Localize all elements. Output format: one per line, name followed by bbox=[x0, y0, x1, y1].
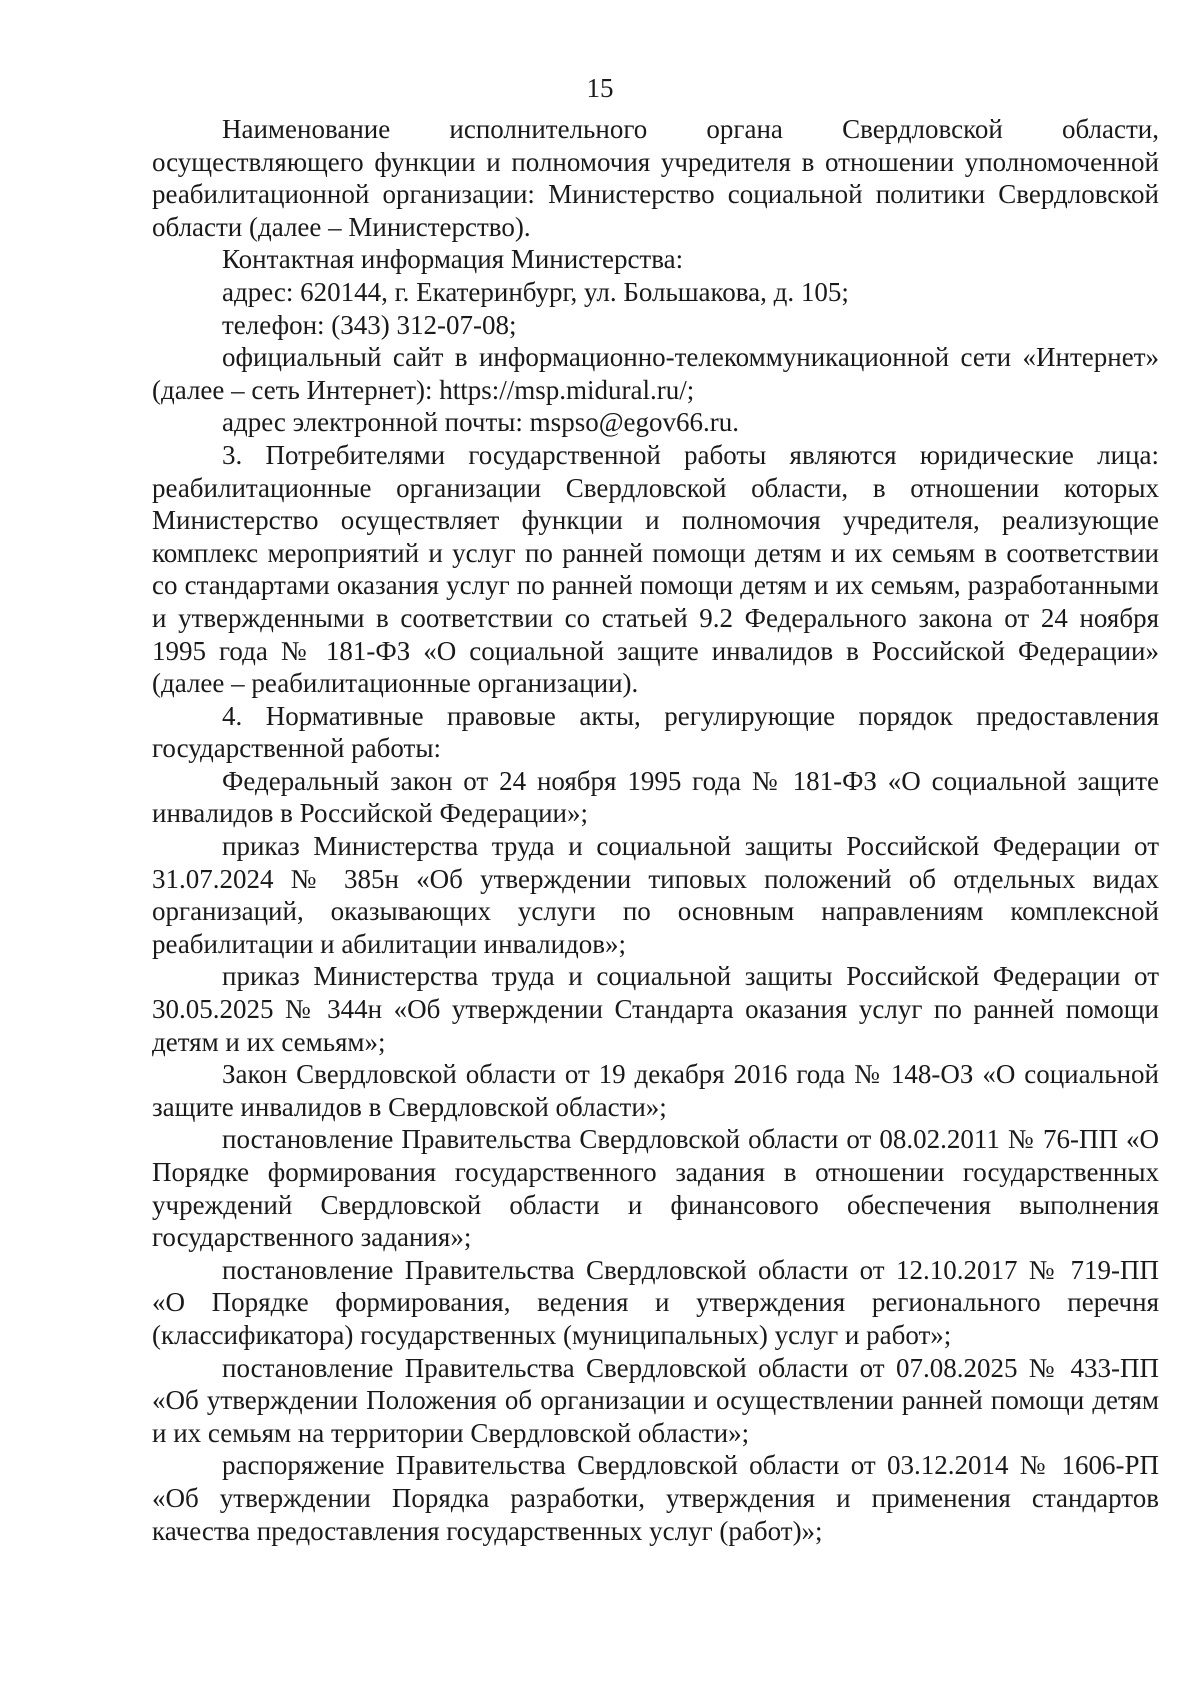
paragraph-item-3-consumers: 3. Потребителями государственной работы являются юридические лица: реабилитационные организации Свердловской области, в отношении которых Министерство осуществляет функции и полномочия учредителя, реализующие комплекс мероприятий и услуг по ранней помощи детям и их семьям в соответствии со стандартами оказания услуг по ранней помощи детям и их семьям, разработанными и утвержденными в соответствии со статьей 9.2 Федерального закона от 24 ноября 1995 года № 181-ФЗ «О социальной защите инвалидов в Российской Федерации» (далее – реабилитационные организации). bbox=[152, 439, 1159, 699]
paragraph-website: официальный сайт в информационно-телекоммуникационной сети «Интернет» (далее – сеть Интернет): https://msp.midural.ru/; bbox=[152, 342, 1159, 405]
paragraph-regional-law-148: Закон Свердловской области от 19 декабря 2016 года № 148-ОЗ «О социальной защите инвалидов в Свердловской области»; bbox=[152, 1059, 1159, 1122]
paragraph-contact-heading: Контактная информация Министерства: bbox=[222, 244, 684, 275]
paragraph-resolution-719pp: постановление Правительства Свердловской области от 12.10.2017 № 719-ПП «О Порядке формирования, ведения и утверждения регионального перечня (классификатора) государственных (муниципальных) услуг и работ»; bbox=[152, 1254, 1159, 1350]
paragraph-order-344n: приказ Министерства труда и социальной защиты Российской Федерации от 30.05.2025 № 344н «Об утверждении Стандарта оказания услуг по ранней помощи детям и их семьям»; bbox=[152, 961, 1159, 1057]
paragraph-order-1606rp: распоряжение Правительства Свердловской области от 03.12.2014 № 1606-РП «Об утверждении Порядка разработки, утверждения и применения стандартов качества предоставления государственных услуг (работ)»; bbox=[152, 1450, 1159, 1546]
paragraph-founder-body: Наименование исполнительного органа Свердловской области, осуществляющего функции и полномочия учредителя в отношении уполномоченной реабилитационной организации: Министерство социальной политики Свердловской области (далее – Министерство). bbox=[152, 114, 1159, 242]
paragraph-federal-law-181: Федеральный закон от 24 ноября 1995 года № 181-ФЗ «О социальной защите инвалидов в Российской Федерации»; bbox=[152, 765, 1159, 829]
paragraph-item-4-normative-acts: 4. Нормативные правовые акты, регулирующие порядок предоставления государственной работы: bbox=[152, 700, 1159, 764]
document-body bbox=[152, 113, 1159, 1547]
paragraph-resolution-76pp: постановление Правительства Свердловской области от 08.02.2011 № 76-ПП «О Порядке формирования государственного задания в отношении государственных учреждений Свердловской области и финансового обеспечения выполнения государственного задания»; bbox=[152, 1124, 1159, 1253]
paragraph-phone: телефон: (343) 312-07-08; bbox=[222, 309, 517, 340]
paragraph-resolution-433pp: постановление Правительства Свердловской области от 07.08.2025 № 433-ПП «Об утверждении Положения об организации и осуществлении ранней помощи детям и их семьям на территории Свердловской области»; bbox=[152, 1352, 1159, 1448]
paragraph-address: адрес: 620144, г. Екатеринбург, ул. Большакова, д. 105; bbox=[222, 276, 849, 307]
page-number: 15 bbox=[586, 73, 614, 103]
paragraph-order-385n: приказ Министерства труда и социальной защиты Российской Федерации от 31.07.2024 № 385н «Об утверждении типовых положений об отдельных видах организаций, оказывающих услуги по основным направлениям комплексной реабилитации и абилитации инвалидов»; bbox=[152, 831, 1159, 959]
paragraph-email: адрес электронной почты: mspso@egov66.ru. bbox=[222, 407, 740, 438]
